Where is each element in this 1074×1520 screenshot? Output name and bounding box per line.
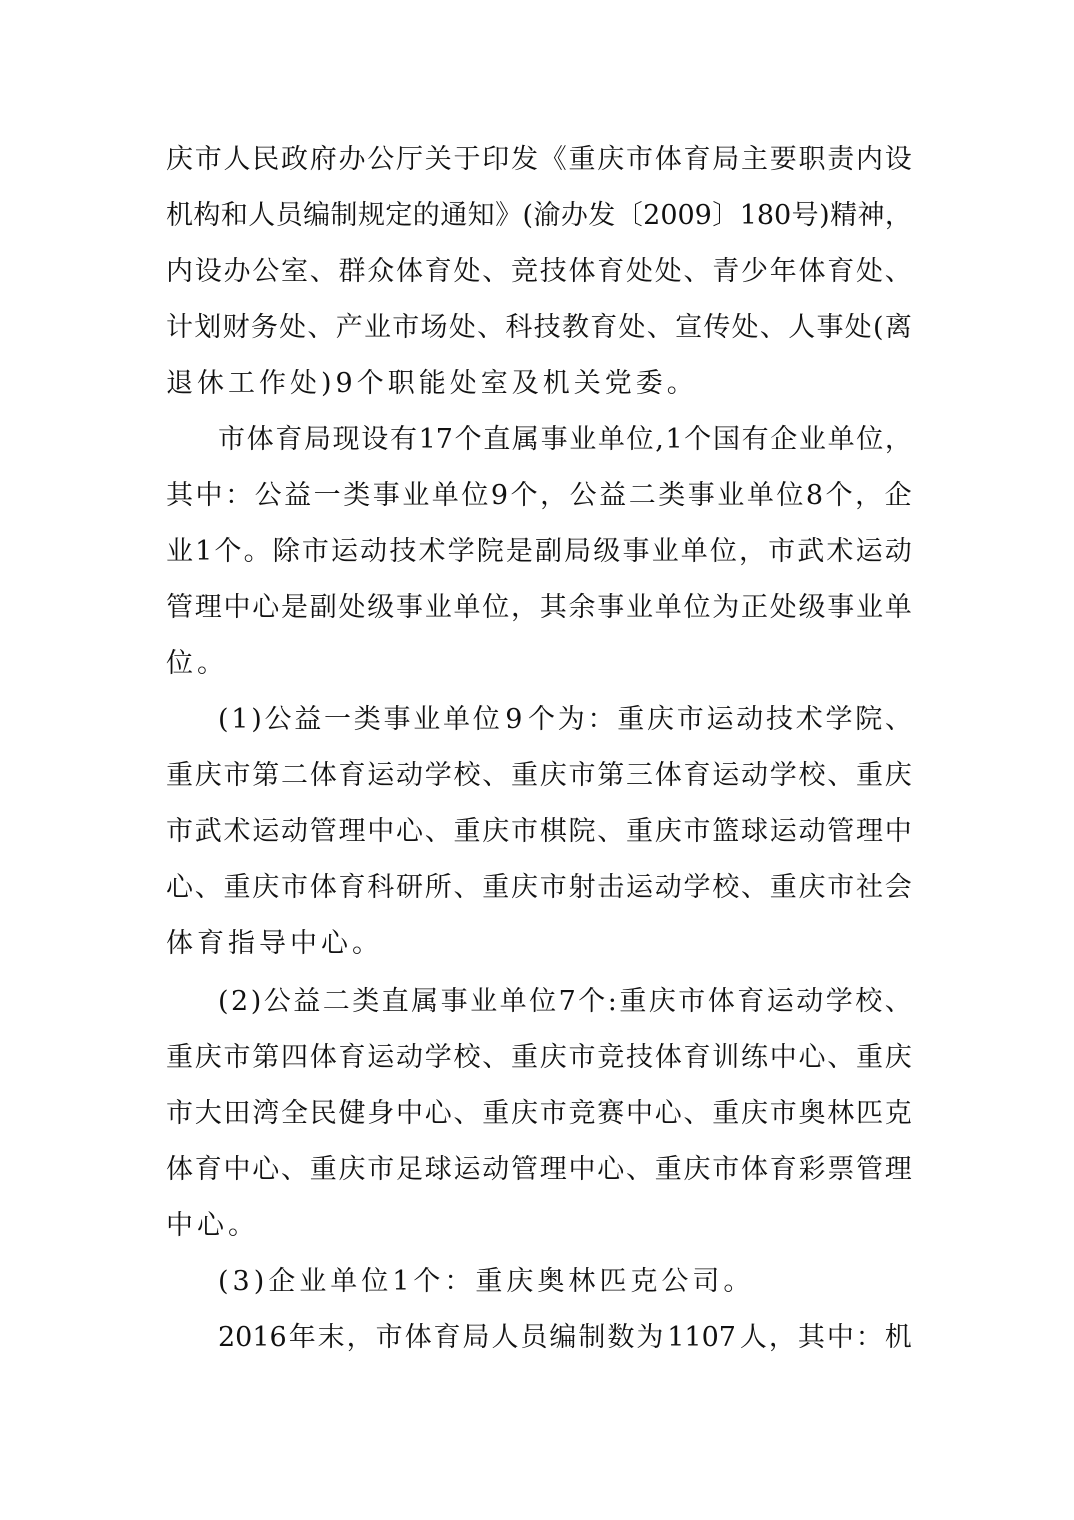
paragraph-2-line-3: 业 1 个 。 除 市 运 动 技 术 学 院 是 副 局 级 事 业 单 位 ， 市 武 术 运 动 — [166, 536, 912, 567]
paragraph-4-line-2: 重 庆 市 第 四 体 育 运 动 学 校 、 重 庆 市 竞 技 体 育 训 练 中 心 、 重 庆 — [166, 1042, 912, 1073]
paragraph-2-line-1: 市 体 育 局 现 设 有 17 个 直 属 事 业 单 位 , 1 个 国 有 企 业 单 位 ， — [218, 424, 912, 455]
paragraph-4-line-3: 市 大 田 湾 全 民 健 身 中 心 、 重 庆 市 竞 赛 中 心 、 重 庆 市 奥 林 匹 克 — [166, 1098, 912, 1129]
paragraph-5-line-1: (3)企业单位1个：重庆奥林匹克公司。 — [218, 1266, 755, 1297]
paragraph-4-line-1: ( 2 ) 公 益 二 类 直 属 事 业 单 位 7 个 : 重 庆 市 体 育 运 动 学 校 、 — [218, 986, 912, 1017]
paragraph-1-line-1: 庆 市 人 民 政 府 办 公 厅 关 于 印 发 《 重 庆 市 体 育 局 主 要 职 责 内 设 — [166, 144, 912, 175]
paragraph-1-line-3: 内 设 办 公 室 、 群 众 体 育 处 、 竞 技 体 育 处 处 、 青 少 年 体 育 处 、 — [166, 256, 912, 287]
paragraph-3-line-4: 心 、 重 庆 市 体 育 科 研 所 、 重 庆 市 射 击 运 动 学 校 、 重 庆 市 社 会 — [166, 872, 912, 903]
paragraph-3-line-1: ( 1 ) 公 益 一 类 事 业 单 位 9 个 为 ： 重 庆 市 运 动 技 术 学 院 、 — [218, 704, 912, 735]
paragraph-4-line-5: 中心。 — [166, 1210, 259, 1241]
paragraph-6-line-1: 2016 年 末 ， 市 体 育 局 人 员 编 制 数 为 1107 人 ， 其 中 ： 机 — [218, 1322, 912, 1353]
paragraph-3-line-5: 体育指导中心。 — [166, 928, 383, 959]
paragraph-3-line-2: 重 庆 市 第 二 体 育 运 动 学 校 、 重 庆 市 第 三 体 育 运 动 学 校 、 重 庆 — [166, 760, 912, 791]
paragraph-1-line-4: 计 划 财 务 处 、 产 业 市 场 处 、 科 技 教 育 处 、 宣 传 处 、 人 事 处 ( 离 — [166, 312, 912, 343]
paragraph-2-line-5: 位。 — [166, 648, 228, 679]
paragraph-3-line-3: 市 武 术 运 动 管 理 中 心 、 重 庆 市 棋 院 、 重 庆 市 篮 球 运 动 管 理 中 — [166, 816, 912, 847]
paragraph-2-line-4: 管 理 中 心 是 副 处 级 事 业 单 位 ， 其 余 事 业 单 位 为 正 处 级 事 业 单 — [166, 592, 912, 623]
paragraph-1-line-5: 退休工作处)9个职能处室及机关党委。 — [166, 368, 698, 399]
paragraph-1-line-2: 机 构 和 人 员 编 制 规 定 的 通 知 》 ( 渝 办 发 〔 2009 〕 180 号 ) 精 神 ， — [166, 200, 912, 231]
paragraph-4-line-4: 体 育 中 心 、 重 庆 市 足 球 运 动 管 理 中 心 、 重 庆 市 体 育 彩 票 管 理 — [166, 1154, 912, 1185]
paragraph-2-line-2: 其 中 ： 公 益 一 类 事 业 单 位 9 个 ， 公 益 二 类 事 业 单 位 8 个 ， 企 — [166, 480, 912, 511]
